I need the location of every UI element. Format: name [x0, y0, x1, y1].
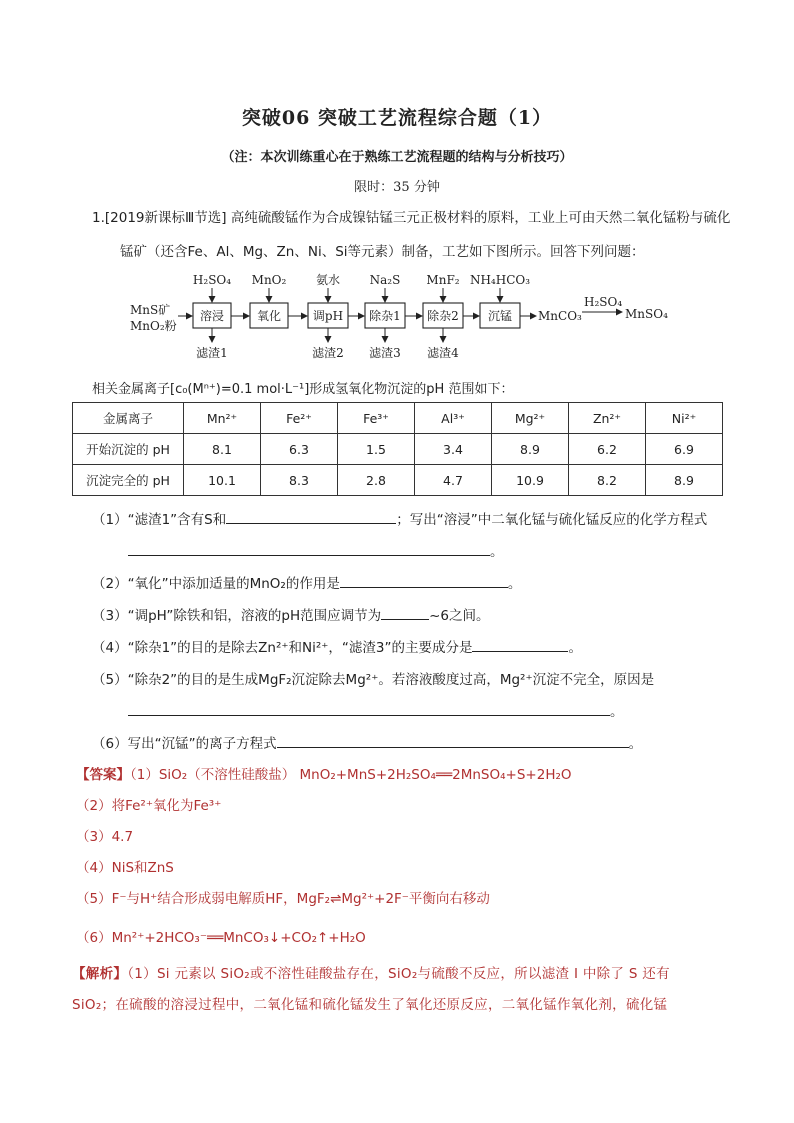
residue-1: 滤渣1	[196, 346, 228, 360]
step-label-1: 溶浸	[199, 309, 225, 323]
subquestion-5-cont: 。	[128, 700, 624, 720]
answer-line-1: 【答案】（1）SiO₂（不溶性硅酸盐） MnO₂+MnS+2H₂SO₄══2MnSO₄+S+2H₂O	[76, 767, 572, 783]
answer-line-6: （6）Mn²⁺+2HCO₃⁻══MnCO₃↓+CO₂↑+H₂O	[76, 930, 366, 946]
subquestion-3: （3）“调pH”除铁和铝，溶液的pH范围应调节为 ~6之间。	[92, 604, 490, 624]
answer-tag: 【答案】	[76, 767, 130, 783]
table-cell: 沉淀完全的 pH	[73, 465, 184, 496]
reagent-3: 氨水	[315, 273, 341, 287]
table-cell: 10.9	[492, 465, 569, 496]
reagent-6: NH₄HCO₃	[469, 273, 531, 287]
answer-blank[interactable]	[128, 701, 610, 716]
table-row	[73, 465, 723, 496]
step-label-4: 除杂1	[369, 309, 401, 323]
reagent-4: Na₂S	[369, 273, 401, 287]
step-label-2: 氧化	[256, 309, 282, 323]
time-limit: 限时：35 分钟	[354, 180, 440, 195]
answer-line-3: （3）4.7	[76, 829, 134, 845]
analysis-line-2: SiO₂；在硫酸的溶浸过程中，二氧化锰和硫化锰发生了氧化还原反应，二氧化锰作氧化剂，硫化锰	[72, 997, 668, 1013]
question-intro-line1: 1.[2019新课标Ⅲ节选] 高纯硫酸锰作为合成镍钴锰三元正极材料的原料，工业上可由天然二氧化锰粉与硫化	[92, 210, 731, 226]
table-cell: 4.7	[415, 465, 492, 496]
residue-3: 滤渣3	[369, 346, 401, 360]
subquestion-4: （4）“除杂1”的目的是除去Zn²⁺和Ni²⁺，“滤渣3”的主要成分是 。	[92, 636, 582, 656]
answer-blank[interactable]	[226, 509, 396, 524]
training-note: （注：本次训练重心在于熟练工艺流程题的结构与分析技巧）	[221, 150, 573, 165]
table-cell: 1.5	[338, 434, 415, 465]
feed-label-1: MnS矿	[130, 303, 171, 317]
answer-blank[interactable]	[277, 733, 629, 748]
subquestion-1: （1）“滤渣1”含有S和 ；写出“溶浸”中二氧化锰与硫化锰反应的化学方程式	[92, 508, 707, 528]
question-intro-line2: 锰矿（还含Fe、Al、Mg、Zn、Ni、Si等元素）制备，工艺如下图所示。回答下列问题：	[120, 244, 645, 260]
table-cell: 8.3	[261, 465, 338, 496]
reagent-2: MnO₂	[251, 273, 287, 287]
process-flow-diagram	[120, 268, 680, 364]
table-header-cell: Ni²⁺	[646, 403, 723, 434]
table-header-cell: Fe²⁺	[261, 403, 338, 434]
table-cell: 2.8	[338, 465, 415, 496]
subquestion-1-cont: 。	[128, 540, 504, 560]
step-label-3: 调pH	[312, 309, 344, 323]
table-header-cell: Mn²⁺	[184, 403, 261, 434]
answer-line-4: （4）NiS和ZnS	[76, 860, 174, 876]
analysis-line-1: 【解析】（1）Si 元素以 SiO₂或不溶性硅酸盐存在，SiO₂与硫酸不反应，所以滤渣 I 中除了 S 还有	[72, 966, 670, 982]
table-cell: 8.1	[184, 434, 261, 465]
step-label-6: 沉锰	[487, 309, 513, 323]
table-cell: 8.9	[646, 465, 723, 496]
table-header-cell: Al³⁺	[415, 403, 492, 434]
subquestion-2: （2）“氧化”中添加适量的MnO₂的作用是 。	[92, 572, 521, 592]
answer-blank[interactable]	[128, 541, 490, 556]
table-row	[73, 434, 723, 465]
ph-table	[72, 402, 723, 496]
residue-2: 滤渣2	[312, 346, 344, 360]
table-cell: 6.9	[646, 434, 723, 465]
table-header-cell: Zn²⁺	[569, 403, 646, 434]
table-header-cell: 金属离子	[73, 403, 184, 434]
product-mnso4: MnSO₄	[625, 307, 668, 321]
subquestion-6: （6）写出“沉锰”的离子方程式 。	[92, 732, 642, 752]
answer-line-2: （2）将Fe²⁺氧化为Fe³⁺	[76, 798, 222, 814]
answer-blank[interactable]	[381, 605, 429, 620]
residue-4: 滤渣4	[427, 346, 459, 360]
final-reagent: H₂SO₄	[584, 295, 623, 309]
feed-label-2: MnO₂粉	[130, 319, 177, 333]
reagent-1: H₂SO₄	[192, 273, 232, 287]
table-header-row	[73, 403, 723, 434]
table-header-cell: Fe³⁺	[338, 403, 415, 434]
answer-blank[interactable]	[340, 573, 508, 588]
analysis-tag: 【解析】	[72, 966, 128, 982]
table-cell: 开始沉淀的 pH	[73, 434, 184, 465]
reagent-5: MnF₂	[426, 273, 460, 287]
page-title: 突破06 突破工艺流程综合题（1）	[241, 107, 553, 129]
step-label-5: 除杂2	[427, 309, 459, 323]
table-intro: 相关金属离子[c₀(Mⁿ⁺)=0.1 mol·L⁻¹]形成氢氧化物沉淀的pH 范围如下：	[92, 382, 514, 397]
table-cell: 10.1	[184, 465, 261, 496]
table-cell: 6.3	[261, 434, 338, 465]
table-cell: 8.9	[492, 434, 569, 465]
table-cell: 8.2	[569, 465, 646, 496]
table-header-cell: Mg²⁺	[492, 403, 569, 434]
table-cell: 6.2	[569, 434, 646, 465]
subquestion-5: （5）“除杂2”的目的是生成MgF₂沉淀除去Mg²⁺。若溶液酸度过高，Mg²⁺沉淀不完全，原因是	[92, 672, 655, 688]
product-mnco3: MnCO₃	[538, 309, 582, 323]
answer-line-5: （5）F⁻与H⁺结合形成弱电解质HF，MgF₂⇌Mg²⁺+2F⁻平衡向右移动	[76, 891, 490, 907]
answer-blank[interactable]	[472, 637, 568, 652]
table-cell: 3.4	[415, 434, 492, 465]
